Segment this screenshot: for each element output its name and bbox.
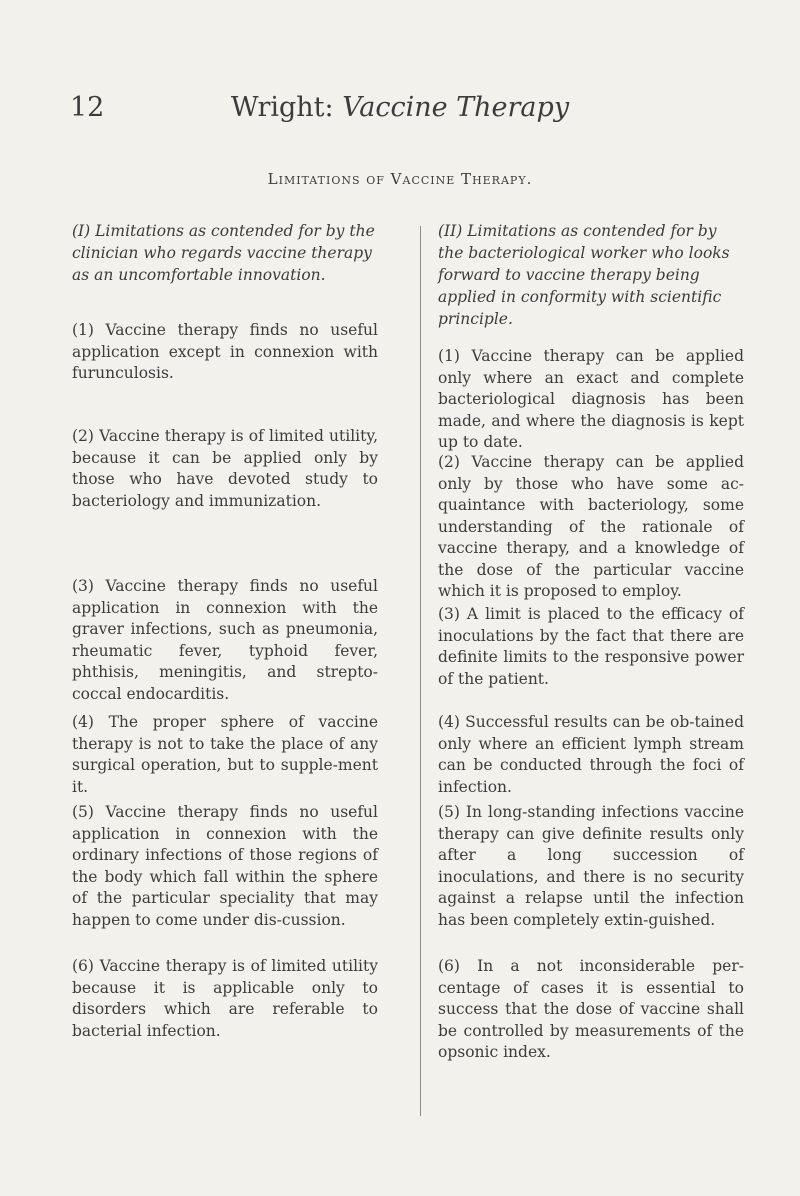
left-item-1: (1) Vaccine therapy finds no useful application except in connexion with furunculosis.: [72, 321, 378, 382]
section-title: Limitations of Vaccine Therapy.: [267, 170, 533, 188]
right-column: [438, 220, 744, 1061]
running-head: [0, 92, 800, 132]
left-item-4: (4) The proper sphere of vaccine therapy is not to take the place of any surgical operation, but to supple-ment it.: [72, 713, 378, 796]
left-column-heading: (I) Limitations as contended for by the clinician who regards vaccine therapy as an uncomfortable innovation.: [72, 222, 375, 284]
running-title: [0, 92, 800, 123]
page-number: 12: [70, 92, 105, 123]
left-item-6: (6) Vaccine therapy is of limited utility because it is applicable only to disorders which are referable to bacterial infection.: [72, 957, 378, 1040]
right-item-5: (5) In long-standing infections vaccine therapy can give definite results only after a long succession of inoculations, and there is no security against a relapse until the infection has been completely extin-guished.: [438, 803, 744, 929]
right-item-6: (6) In a not inconsiderable per-centage of cases it is essential to success that the dose of vaccine shall be controlled by measurements of the opsonic index.: [438, 957, 744, 1061]
right-item-2: (2) Vaccine therapy can be applied only by those who have some ac-quaintance with bacteriology, some understanding of the rationale of vaccine therapy, and a knowledge of the dose of the particular vaccine which it is proposed to employ.: [438, 453, 744, 600]
left-item-5: (5) Vaccine therapy finds no useful application in connexion with the ordinary infections of those regions of the body which fall within the sphere of the particular speciality that may happen to come under dis-cussion.: [72, 803, 378, 929]
left-item-3: (3) Vaccine therapy finds no useful application in connexion with the graver infections, such as pneumonia, rheumatic fever, typhoid fever, phthisis, meningitis, and strepto-coccal endocarditis.: [72, 577, 378, 703]
running-title-author: Wright:: [230, 92, 343, 123]
right-column-heading: (II) Limitations as contended for by the bacteriological worker who looks forward to vaccine therapy being applied in conformity with scientific principle.: [438, 222, 730, 328]
column-divider: [420, 226, 421, 1116]
left-column: [72, 220, 378, 1040]
right-item-1: (1) Vaccine therapy can be applied only where an exact and complete bacteriological diagnosis has been made, and where the diagnosis is kept up to date.: [438, 347, 744, 451]
running-title-book: Vaccine Therapy: [342, 92, 570, 123]
left-item-2: (2) Vaccine therapy is of limited utility, because it can be applied only by those who have devoted study to bacteriology and immunization.: [72, 427, 378, 510]
right-item-3: (3) A limit is placed to the efficacy of inoculations by the fact that there are definite limits to the responsive power of the patient.: [438, 605, 744, 688]
right-item-4: (4) Successful results can be ob-tained only where an efficient lymph stream can be conducted through the foci of infection.: [438, 713, 744, 796]
